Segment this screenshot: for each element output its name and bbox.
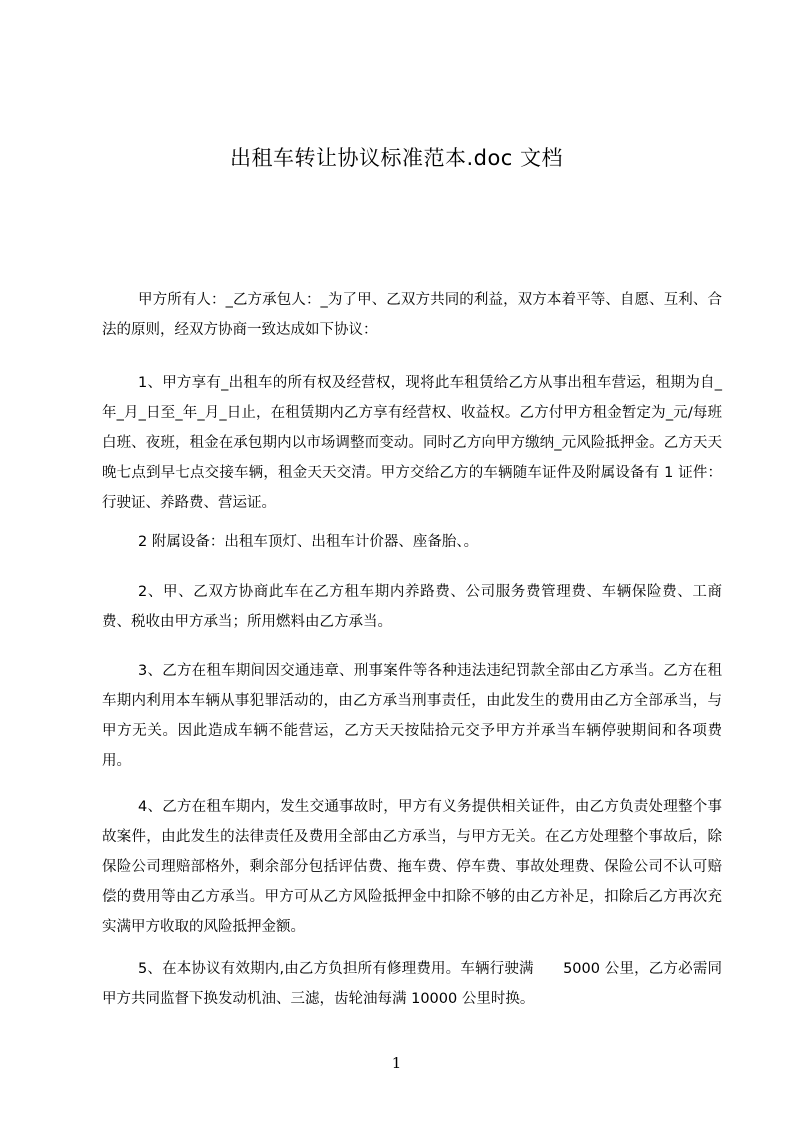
paragraph-attached-equipment: 2 附属设备：出租车顶灯、出租车计价器、座备胎、。 [138,534,479,550]
paragraph-clause-4: 4、乙方在租车期内，发生交通事故时，甲方有义务提供相关证件，由乙方负责处理整个事故案件，由此发生的法律责任及费用全部由乙方承当，与甲方无关。在乙方处理整个事故后，除保险公司理赔部格外，剩余部分包括评估费、拖车费、停车费、事故处理费、保险公司不认可赔偿的费用等由乙方承当。甲方可从乙方风险抵押金中扣除不够的由乙方补足，扣除后乙方再次充实满甲方收取的风险抵押金额。 [102,799,722,935]
paragraph-clause-1: 1、甲方享有_出租车的所有权及经营权，现将此车租赁给乙方从事出租车营运，租期为自_年_月_日至_年_月_日止，在租赁期内乙方享有经营权、收益权。乙方付甲方租金暂定为_元/每班白班、夜班，租金在承包期内以市场调整而变动。同时乙方向甲方缴纳_元风险抵押金。乙方天天晚七点到早七点交接车辆，租金天天交清。甲方交给乙方的车辆随车证件及附属设备有 1 证件：行驶证、养路费、营运证。 [102,375,722,511]
paragraph-preamble: 甲方所有人：_乙方承包人：_为了甲、乙双方共同的利益，双方本着平等、自愿、互利、合法的原则，经双方协商一致达成如下协议： [102,292,722,338]
document-title: 出租车转让协议标准范本.doc 文档 [229,146,564,170]
paragraph-clause-5: 5、在本协议有效期内,由乙方负担所有修理费用。车辆行驶满 5000 公里，乙方必需同甲方共同监督下换发动机油、三滤，齿轮油每满 10000 公里时换。 [102,961,722,1007]
page-number: 1 [391,1054,402,1072]
paragraph-clause-2: 2、甲、乙双方协商此车在乙方租车期内养路费、公司服务费管理费、车辆保险费、工商费、税收由甲方承当；所用燃料由乙方承当。 [102,584,722,630]
paragraph-clause-3: 3、乙方在租车期间因交通违章、刑事案件等各种违法违纪罚款全部由乙方承当。乙方在租车期内利用本车辆从事犯罪活动的，由乙方承当刑事责任，由此发生的费用由乙方全部承当，与甲方无关。因此造成车辆不能营运，乙方天天按陆拾元交予甲方并承当车辆停驶期间和各项费用。 [102,663,722,769]
